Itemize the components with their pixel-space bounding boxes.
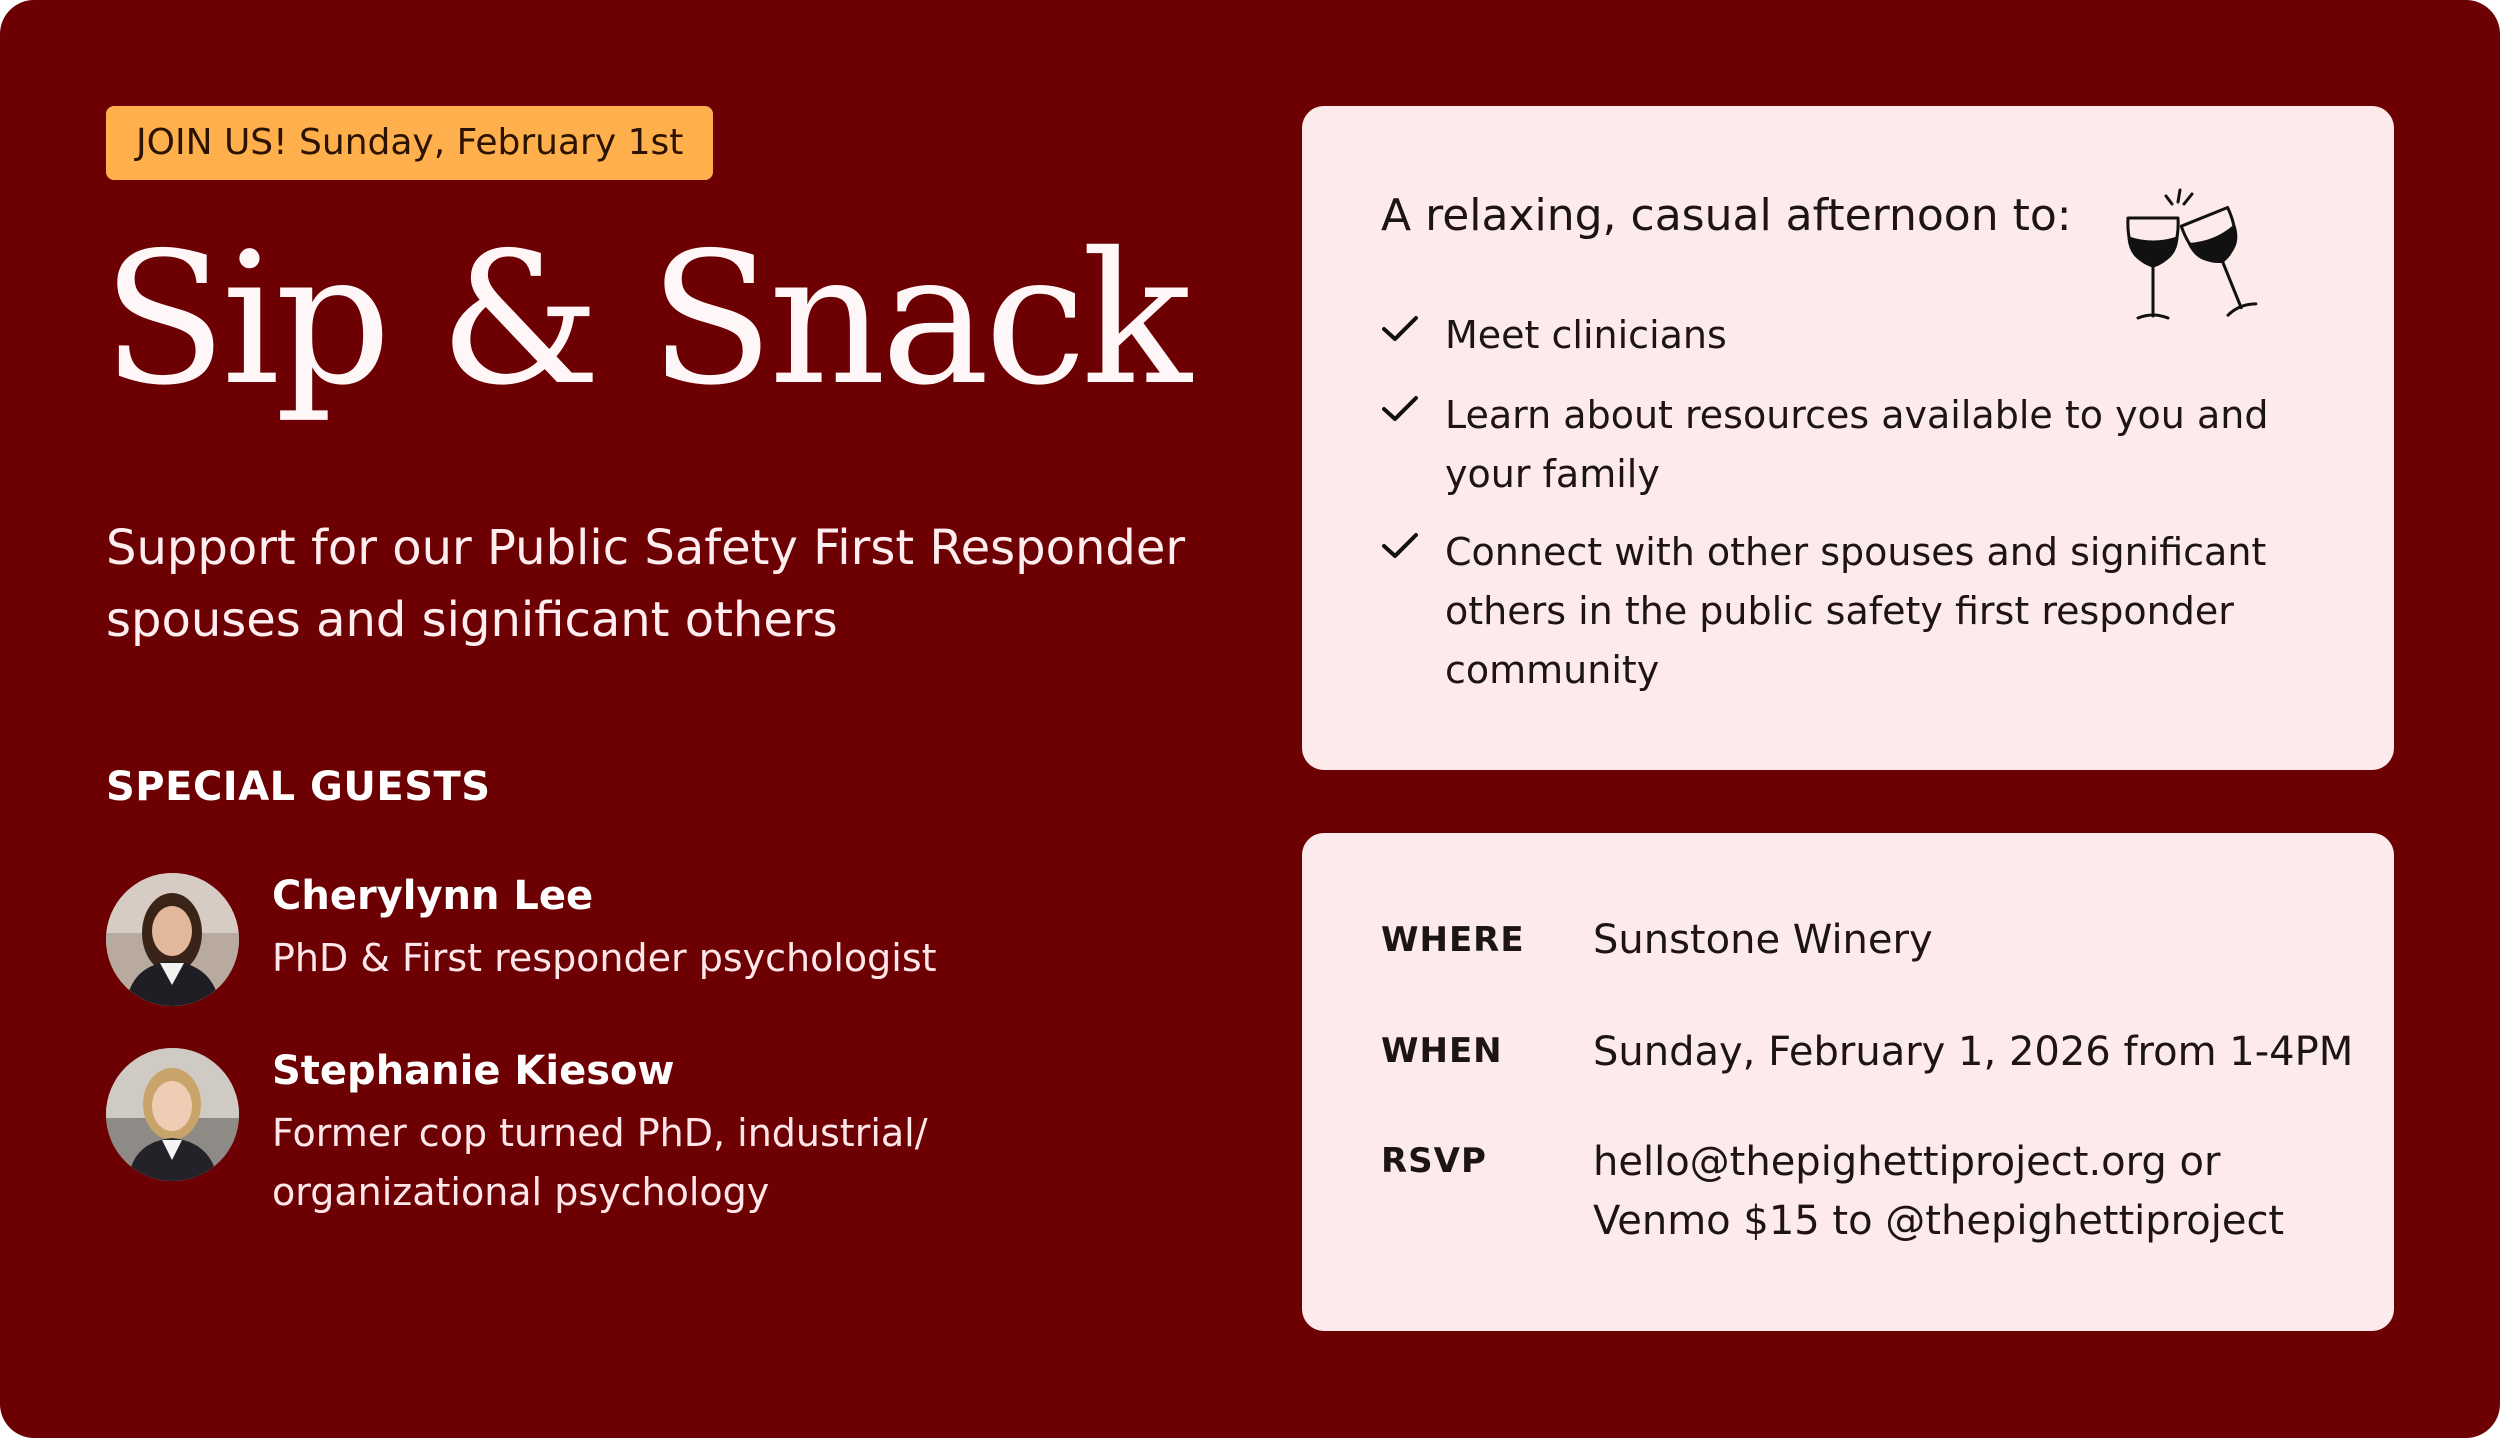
guest-photo-icon xyxy=(106,873,239,1006)
rsvp-venmo: Venmo $15 to @thepighettiproject xyxy=(1593,1198,2285,1244)
when-label: WHEN xyxy=(1381,1031,1503,1071)
checkmark-icon xyxy=(1381,394,1419,424)
when-value: Sunday, February 1, 2026 from 1-4PM xyxy=(1593,1029,2354,1075)
avatar xyxy=(106,873,239,1006)
checkmark-icon xyxy=(1381,314,1419,344)
guest-name: Cherylynn Lee xyxy=(272,873,594,919)
rsvp-label: RSVP xyxy=(1381,1141,1487,1181)
checklist-text: Meet clinicians xyxy=(1445,313,1727,357)
date-badge: JOIN US! Sunday, February 1st xyxy=(106,106,713,180)
event-title: Sip & Snack xyxy=(102,213,1187,425)
event-subtitle: Support for our Public Safety First Responder spouses and significant others xyxy=(106,520,1186,648)
guest-role: PhD & First responder psychologist xyxy=(272,936,937,980)
guest-name: Stephanie Kiesow xyxy=(272,1048,675,1094)
avatar xyxy=(106,1048,239,1181)
about-card xyxy=(1302,106,2394,770)
checklist-text: Learn about resources available to you and your family xyxy=(1445,393,2269,496)
where-value: Sunstone Winery xyxy=(1593,917,1933,963)
details-card xyxy=(1302,833,2394,1331)
special-guests-heading: SPECIAL GUESTS xyxy=(106,764,491,810)
checkmark-icon xyxy=(1381,531,1419,561)
guest-photo-icon xyxy=(106,1048,239,1181)
about-heading: A relaxing, casual afternoon to: xyxy=(1381,190,2072,241)
guest-role: Former cop turned PhD, industrial/ organizational psychology xyxy=(272,1111,928,1214)
checklist-text: Connect with other spouses and significant others in the public safety first responder community xyxy=(1445,530,2267,692)
rsvp-email[interactable]: hello@thepighettiproject.org or xyxy=(1593,1139,2221,1185)
where-label: WHERE xyxy=(1381,920,1525,960)
